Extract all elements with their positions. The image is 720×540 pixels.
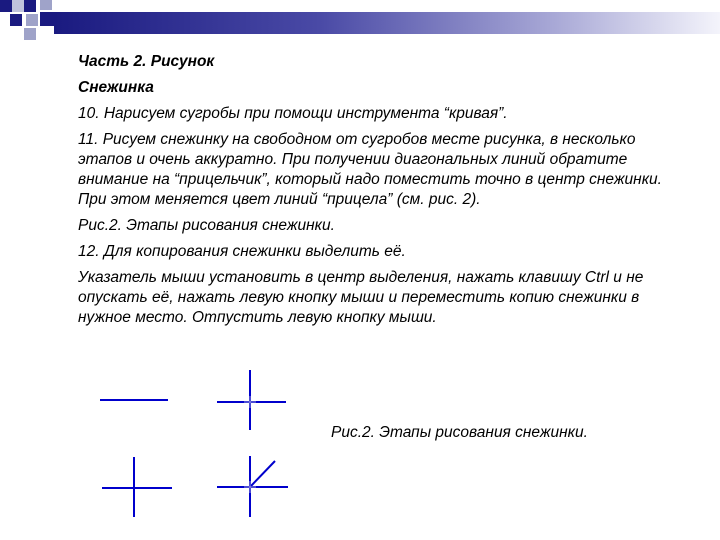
figure-caption: Рис.2. Этапы рисования снежинки. bbox=[331, 424, 588, 441]
heading-name: Снежинка bbox=[78, 79, 154, 96]
figure-reference: Рис.2. Этапы рисования снежинки. bbox=[78, 217, 335, 234]
copy-instructions: Указатель мыши установить в центр выделения, нажать клавишу Ctrl и не опускать её, нажать левую кнопку мыши и переместить копию снежинки в нужное место. Отпустить левую кнопку мыши. bbox=[78, 269, 644, 326]
step-10: 10. Нарисуем сугробы при помощи инструмента “кривая”. bbox=[78, 105, 508, 122]
step-11: 11. Рисуем снежинку на свободном от сугробов месте рисунка, в несколько этапов и очень аккуратно. При получении диагональных линий обратите внимание на “прицельчик”, который надо поместить точно в центр снежинки. При этом меняется цвет линий “прицела” (см. рис. 2). bbox=[78, 131, 662, 208]
stage4-diagonal-line bbox=[250, 461, 275, 487]
step-12: 12. Для копирования снежинки выделить её. bbox=[78, 243, 406, 260]
heading-part: Часть 2. Рисунок bbox=[78, 53, 215, 70]
